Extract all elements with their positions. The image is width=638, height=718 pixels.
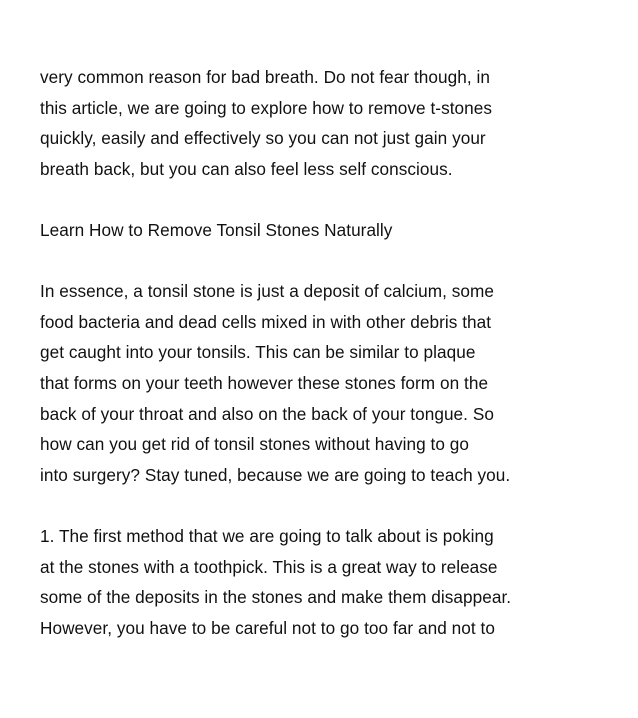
text-line: food bacteria and dead cells mixed in with other debris that (40, 311, 492, 332)
paragraph-spacer (40, 246, 630, 277)
text-line: back of your throat and also on the back of your tongue. So (40, 403, 494, 424)
paragraph-spacer (40, 184, 630, 215)
text-line: quickly, easily and effectively so you can not just gain your (40, 128, 486, 149)
paragraph-essence (40, 276, 630, 490)
text-line: that forms on your teeth however these stones form on the (40, 372, 489, 393)
text-line: breath back, but you can also feel less self conscious. (40, 158, 453, 179)
text-line: how can you get rid of tonsil stones without having to go (40, 434, 469, 455)
text-line: at the stones with a toothpick. This is a great way to release (40, 556, 498, 577)
text-line: some of the deposits in the stones and make them disappear. (40, 587, 512, 608)
text-line: very common reason for bad breath. Do not fear though, in (40, 67, 490, 87)
paragraph-spacer (40, 490, 630, 521)
text-line: However, you have to be careful not to go too far and not to (40, 617, 495, 638)
text-line: In essence, a tonsil stone is just a deposit of calcium, some (40, 281, 494, 302)
document-page (40, 62, 630, 643)
paragraph-method-1 (40, 521, 630, 643)
text-line: Learn How to Remove Tonsil Stones Naturally (40, 219, 393, 240)
text-line: this article, we are going to explore how to remove t-stones (40, 97, 493, 118)
text-line: 1. The first method that we are going to talk about is poking (40, 525, 494, 546)
text-line: get caught into your tonsils. This can be similar to plaque (40, 342, 476, 363)
text-line: into surgery? Stay tuned, because we are going to teach you. (40, 464, 511, 485)
paragraph-intro (40, 62, 630, 184)
section-heading (40, 215, 630, 246)
